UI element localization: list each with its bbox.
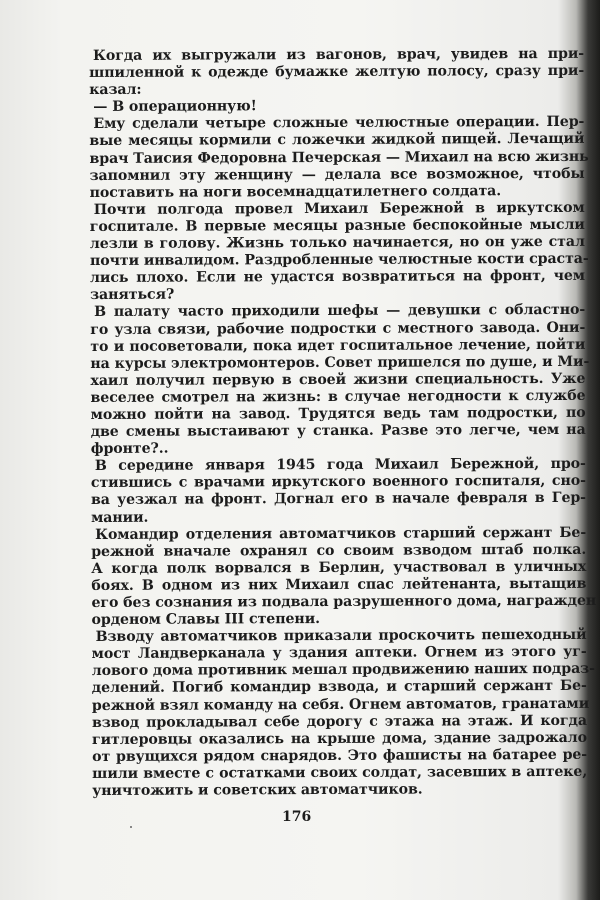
- text-line: на курсы электромонтеров. Совет пришелся по душе, и Ми-: [90, 353, 590, 372]
- text-line: его без сознания из подвала разрушенного дома, награжден: [91, 592, 597, 611]
- text-line: гитлеровцы оказались на крыше дома, здание задрожало: [91, 729, 588, 748]
- text-line: Ему сделали четыре сложные челюстные операции. Пер-: [93, 114, 585, 133]
- text-line: стившись с врачами иркутского военного госпиталя, сно-: [90, 473, 586, 492]
- paragraph: [91, 524, 597, 629]
- text-line: Командир отделения автоматчиков старший сержант Бе-: [95, 524, 587, 543]
- text-line: мост Ландверканала у здания аптеки. Огнем из этого уг-: [91, 644, 587, 663]
- text-line: веселее смотрел на жизнь: в случае негодности к службе: [90, 387, 586, 406]
- text-line: ва уезжал на фронт. Догнал его в начале февраля в Гер-: [90, 490, 587, 509]
- text-line: боях. В одном из них Михаил спас лейтенанта, вытащив: [91, 575, 587, 594]
- text-line: шпиленной к одежде бумажке желтую полосу, сразу при-: [89, 62, 585, 82]
- text-line: Взводу автоматчиков приказали проскочить пешеходный: [95, 627, 587, 646]
- text-line: вые месяцы кормили с ложечки жидкой пищей. Лечащий: [89, 131, 585, 150]
- text-line: В середине января 1945 года Михаил Бережной, про-: [94, 456, 586, 475]
- text-line: уничтожить и советских автоматчиков.: [92, 781, 423, 800]
- text-line: казал:: [89, 81, 142, 99]
- paragraph: [89, 46, 584, 99]
- paragraph: [89, 199, 589, 305]
- paragraph: [91, 627, 595, 800]
- text-line: то и посоветовали, пока идет госпитальное лечение, пойти: [90, 336, 586, 355]
- paragraph: [91, 456, 586, 527]
- text-line: заняться?: [90, 286, 175, 304]
- text-line: орденом Славы III степени.: [91, 611, 320, 629]
- paper-speck: [130, 826, 132, 828]
- text-line: от рвущихся рядом снарядов. Это фашисты на батарее ре-: [92, 746, 588, 765]
- text-line: лезли в голову. Жизнь только начинается, но он уже стал: [89, 233, 585, 253]
- text-line: го узла связи, рабочие подростки с местного завода. Они-: [90, 319, 586, 338]
- text-line: врач Таисия Федоровна Печерская — Михаил на всю жизнь: [89, 148, 589, 167]
- text-line: А когда полк ворвался в Берлин, участвовал в уличных: [91, 558, 587, 577]
- text-line: шили вместе с остатками своих солдат, засевших в аптеке,: [92, 763, 588, 782]
- text-line: мании.: [91, 509, 149, 526]
- paragraph: [89, 97, 584, 116]
- text-line: запомнил эту женщину — делала все возможное, чтобы: [89, 165, 585, 184]
- text-line: режной вначале охранял со своим взводом штаб полка.: [91, 541, 587, 560]
- text-line: режной взял команду на себя. Огнем автоматов, гранатами: [91, 695, 590, 714]
- text-line: взвод прокладывал себе дорогу с этажа на этаж. И когда: [91, 712, 587, 731]
- text-line: лового дома противник мешал продвижению наших подраз-: [91, 661, 595, 680]
- text-line: поставить на ноги восемнадцатилетнего солдата.: [89, 182, 502, 201]
- page-number: 176: [282, 809, 312, 825]
- text-line: делений. Погиб командир взвода, и старший сержант Бе-: [91, 678, 587, 697]
- text-line: В палату часто приходили шефы — девушки с областно-: [94, 302, 586, 321]
- body-text: [89, 45, 597, 800]
- text-line: госпитале. В первые месяцы разные беспокойные мысли: [89, 216, 585, 235]
- text-line: лись плохо. Если не удастся возвратиться на фронт, чем: [89, 268, 586, 287]
- text-line: Почти полгода провел Михаил Бережной в иркутском: [93, 199, 585, 218]
- text-line: можно пойти на завод. Трудятся ведь там подростки, по: [90, 404, 586, 423]
- paragraph: [90, 302, 590, 458]
- text-line: Когда их выгружали из вагонов, врач, увидев на при-: [92, 45, 585, 64]
- paragraph: [89, 114, 589, 202]
- text-line: — В операционную!: [93, 98, 257, 116]
- text-line: хаил получил первую в своей жизни специальность. Уже: [90, 370, 586, 389]
- text-line: фронте?..: [90, 440, 169, 458]
- text-line: две смены выстаивают у станка. Разве это легче, чем на: [90, 421, 586, 441]
- text-line: почти инвалидом. Раздробленные челюстные кости сраста-: [89, 250, 589, 270]
